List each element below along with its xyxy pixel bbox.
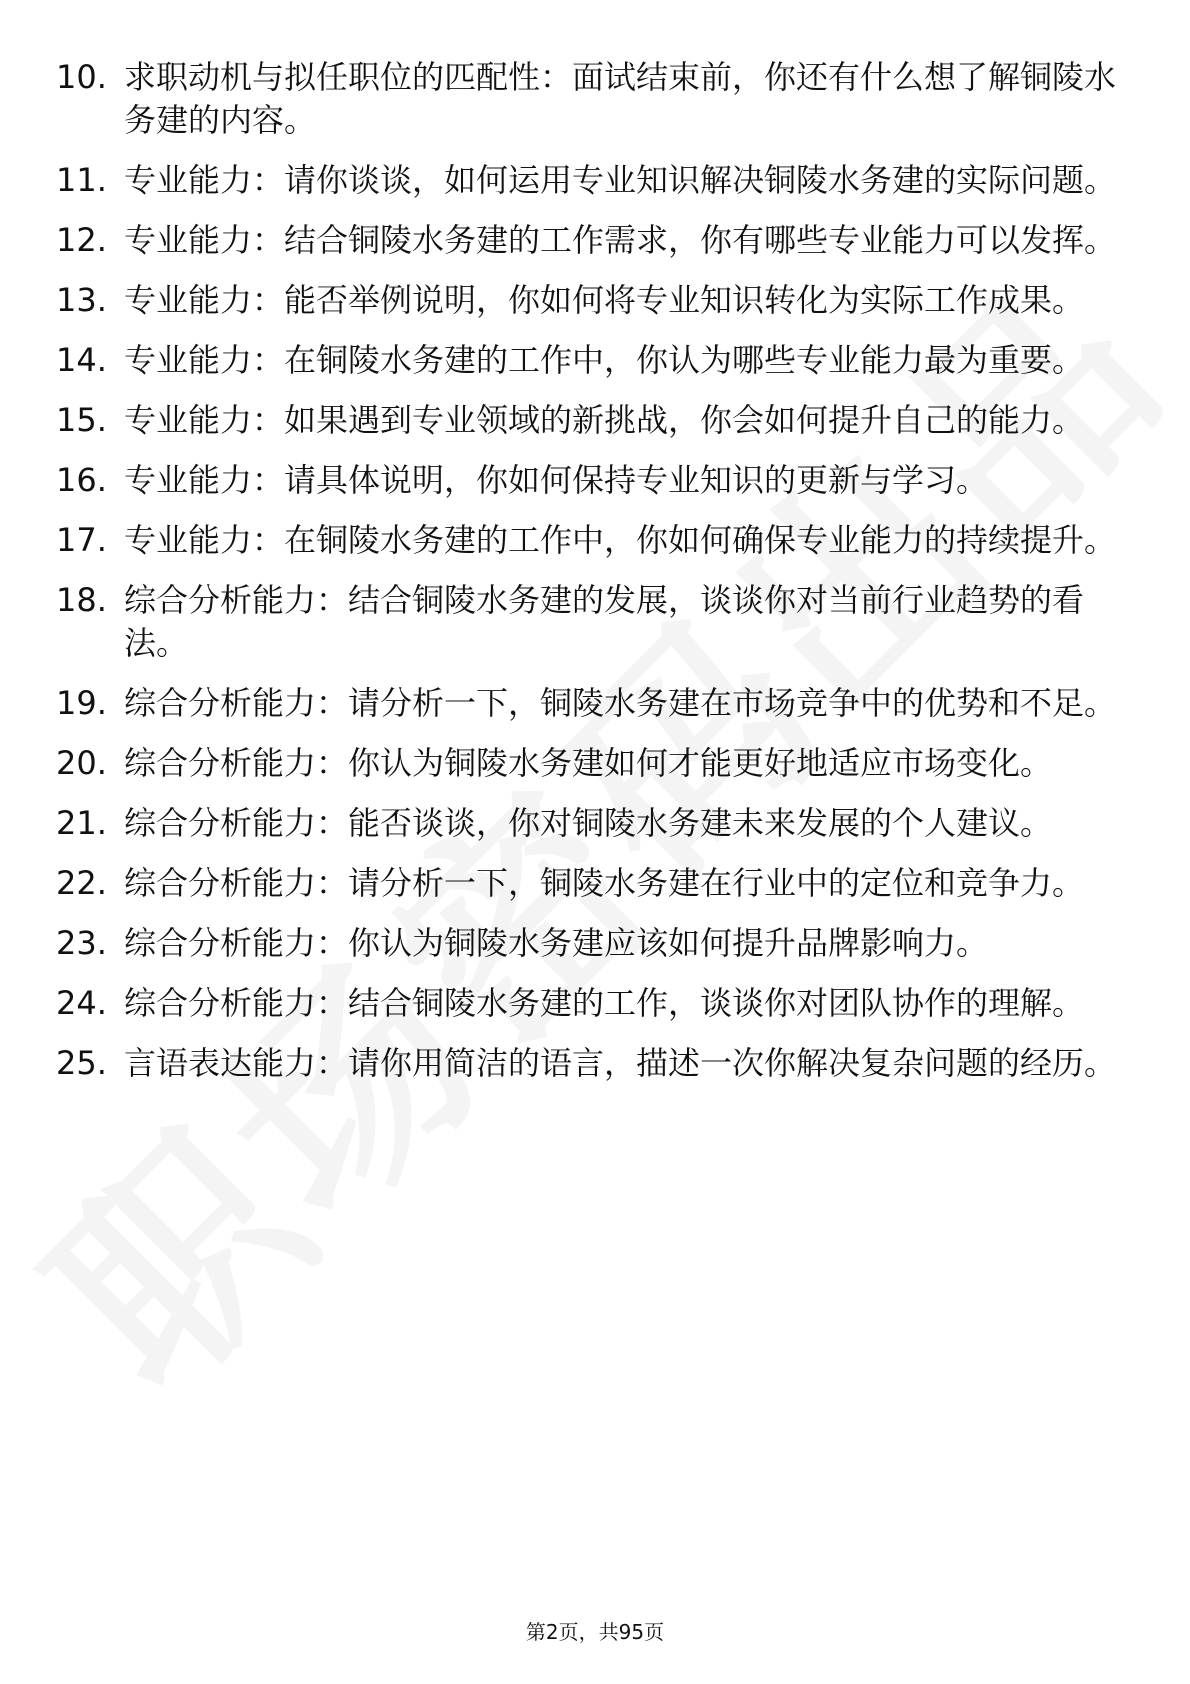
list-item xyxy=(56,339,1136,382)
question-text: 求职动机与拟任职位的匹配性：面试结束前，你还有什么想了解铜陵水务建的内容。 xyxy=(124,58,1117,139)
list-item xyxy=(56,862,1136,905)
question-number: 12. xyxy=(56,221,107,259)
question-number: 18. xyxy=(56,581,107,619)
question-text: 专业能力：在铜陵水务建的工作中，你如何确保专业能力的持续提升。 xyxy=(124,521,1117,559)
list-item xyxy=(56,219,1136,262)
question-number: 22. xyxy=(56,864,107,902)
page-footer: 第2页，共95页 xyxy=(525,1620,665,1644)
list-item xyxy=(56,279,1136,322)
question-text: 专业能力：能否举例说明，你如何将专业知识转化为实际工作成果。 xyxy=(124,281,1085,319)
question-number: 11. xyxy=(56,161,107,199)
list-item xyxy=(56,982,1136,1025)
list-item xyxy=(56,579,1136,665)
question-text: 专业能力：请具体说明，你如何保持专业知识的更新与学习。 xyxy=(124,461,989,499)
question-number: 13. xyxy=(56,281,107,319)
question-number: 25. xyxy=(56,1044,107,1082)
list-item xyxy=(56,922,1136,965)
question-number: 21. xyxy=(56,804,107,842)
question-number: 14. xyxy=(56,341,107,379)
question-text: 综合分析能力：能否谈谈，你对铜陵水务建未来发展的个人建议。 xyxy=(124,804,1053,842)
list-item xyxy=(56,802,1136,845)
question-list xyxy=(56,56,1136,1085)
question-number: 15. xyxy=(56,401,107,439)
question-number: 19. xyxy=(56,684,107,722)
list-item xyxy=(56,1042,1136,1085)
question-text: 专业能力：结合铜陵水务建的工作需求，你有哪些专业能力可以发挥。 xyxy=(124,221,1117,259)
question-text: 综合分析能力：你认为铜陵水务建如何才能更好地适应市场变化。 xyxy=(124,744,1053,782)
question-number: 10. xyxy=(56,58,107,96)
question-number: 24. xyxy=(56,984,107,1022)
list-item xyxy=(56,682,1136,725)
question-number: 16. xyxy=(56,461,107,499)
question-number: 17. xyxy=(56,521,107,559)
list-item xyxy=(56,399,1136,442)
question-text: 综合分析能力：结合铜陵水务建的工作，谈谈你对团队协作的理解。 xyxy=(124,984,1085,1022)
list-item xyxy=(56,519,1136,562)
question-text: 专业能力：如果遇到专业领域的新挑战，你会如何提升自己的能力。 xyxy=(124,401,1085,439)
list-item xyxy=(56,56,1136,142)
question-text: 综合分析能力：请分析一下，铜陵水务建在行业中的定位和竞争力。 xyxy=(124,864,1085,902)
question-text: 综合分析能力：结合铜陵水务建的发展，谈谈你对当前行业趋势的看法。 xyxy=(124,581,1085,662)
list-item xyxy=(56,742,1136,785)
question-text: 言语表达能力：请你用简洁的语言，描述一次你解决复杂问题的经历。 xyxy=(124,1044,1117,1082)
question-text: 综合分析能力：请分析一下，铜陵水务建在市场竞争中的优势和不足。 xyxy=(124,684,1117,722)
question-text: 综合分析能力：你认为铜陵水务建应该如何提升品牌影响力。 xyxy=(124,924,989,962)
question-text: 专业能力：在铜陵水务建的工作中，你认为哪些专业能力最为重要。 xyxy=(124,341,1085,379)
question-text: 专业能力：请你谈谈，如何运用专业知识解决铜陵水务建的实际问题。 xyxy=(124,161,1117,199)
list-item xyxy=(56,159,1136,202)
question-number: 23. xyxy=(56,924,107,962)
list-item xyxy=(56,459,1136,502)
question-number: 20. xyxy=(56,744,107,782)
